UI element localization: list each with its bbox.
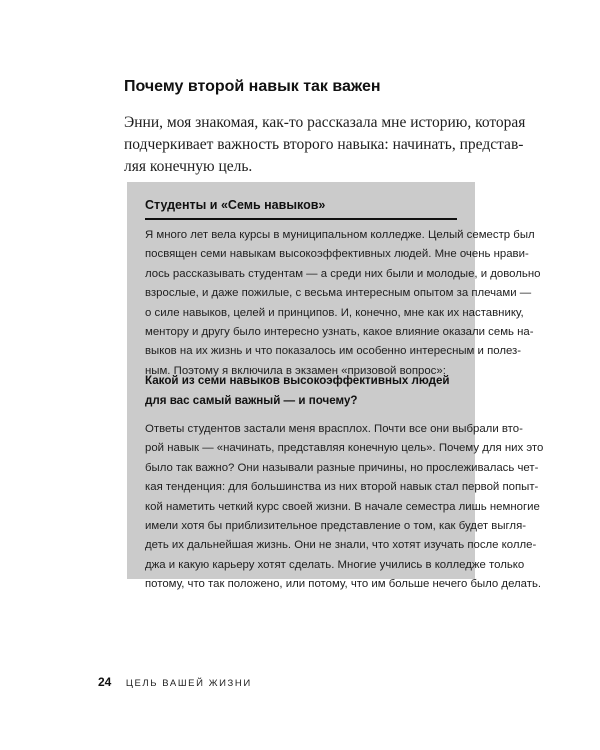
sidebar-line: посвящен семи навыкам высокоэффективных людей. Мне очень нрави- [145, 248, 529, 261]
sidebar-paragraph [145, 420, 544, 595]
sidebar-line: имели хотя бы приблизительное представление о том, как будет выгля- [145, 520, 527, 533]
sidebar-paragraph [145, 226, 541, 381]
sidebar-line: рой навык — «начинать, представляя конечную цель». Почему для них это [145, 442, 544, 455]
sidebar-line: выков на их жизнь и что показалось им особенно интересным и полез- [145, 345, 522, 358]
page-footer [98, 673, 252, 691]
running-title: ЦЕЛЬ ВАШЕЙ ЖИЗНИ [125, 678, 252, 689]
question-line: Какой из семи навыков высокоэффективных людей [145, 374, 450, 387]
sidebar-line: кая тенденция: для большинства из них второй навык стал первой попыт- [145, 481, 539, 494]
page-number: 24 [98, 675, 112, 689]
sidebar-line: ным. Поэтому я включила в экзамен «призовой вопрос»: [145, 364, 446, 377]
sidebar-line: лось рассказывать студентам — а среди них были и молодые, и довольно [145, 267, 541, 280]
intro-paragraph [124, 112, 526, 178]
sidebar-line: о силе навыков, целей и принципов. И, конечно, мне как их наставнику, [145, 306, 524, 319]
sidebar-line: Я много лет вела курсы в муниципальном колледже. Целый семестр был [145, 229, 535, 241]
sidebar-title: Студенты и «Семь навыков» [145, 198, 326, 212]
intro-line: ляя конечную цель. [124, 158, 253, 175]
sidebar-line: ментору и другу было интересно узнать, какое влияние оказали семь на- [145, 326, 534, 339]
sidebar-box [127, 182, 544, 591]
sidebar-line: было так важно? Они называли разные причины, но прослеживалась чет- [145, 461, 539, 474]
prize-question [145, 371, 457, 411]
intro-line: подчеркивает важность второго навыка: начинать, представ- [124, 136, 524, 153]
intro-line: Энни, моя знакомая, как-то рассказала мне историю, которая [124, 114, 526, 131]
sidebar-line: кой наметить четкий курс своей жизни. В начале семестра лишь немногие [145, 500, 540, 513]
sidebar-line: джа и какую карьеру хотят сделать. Многие учились в колледже только [145, 558, 525, 571]
question-line: для вас самый важный — и почему? [145, 394, 358, 407]
sidebar-divider [145, 218, 457, 220]
section-heading: Почему второй навык так важен [124, 78, 381, 95]
sidebar-line: потому, что так положено, или потому, что им больше нечего было делать. [145, 578, 542, 591]
sidebar-line: деть их дальнейшая жизнь. Они не знали, что хотят изучать после колле- [145, 539, 537, 552]
sidebar-line: Ответы студентов застали меня врасплох. Почти все они выбрали вто- [145, 423, 523, 435]
sidebar-line: взрослые, и даже пожилые, с весьма интересным опытом за плечами — [145, 287, 532, 300]
